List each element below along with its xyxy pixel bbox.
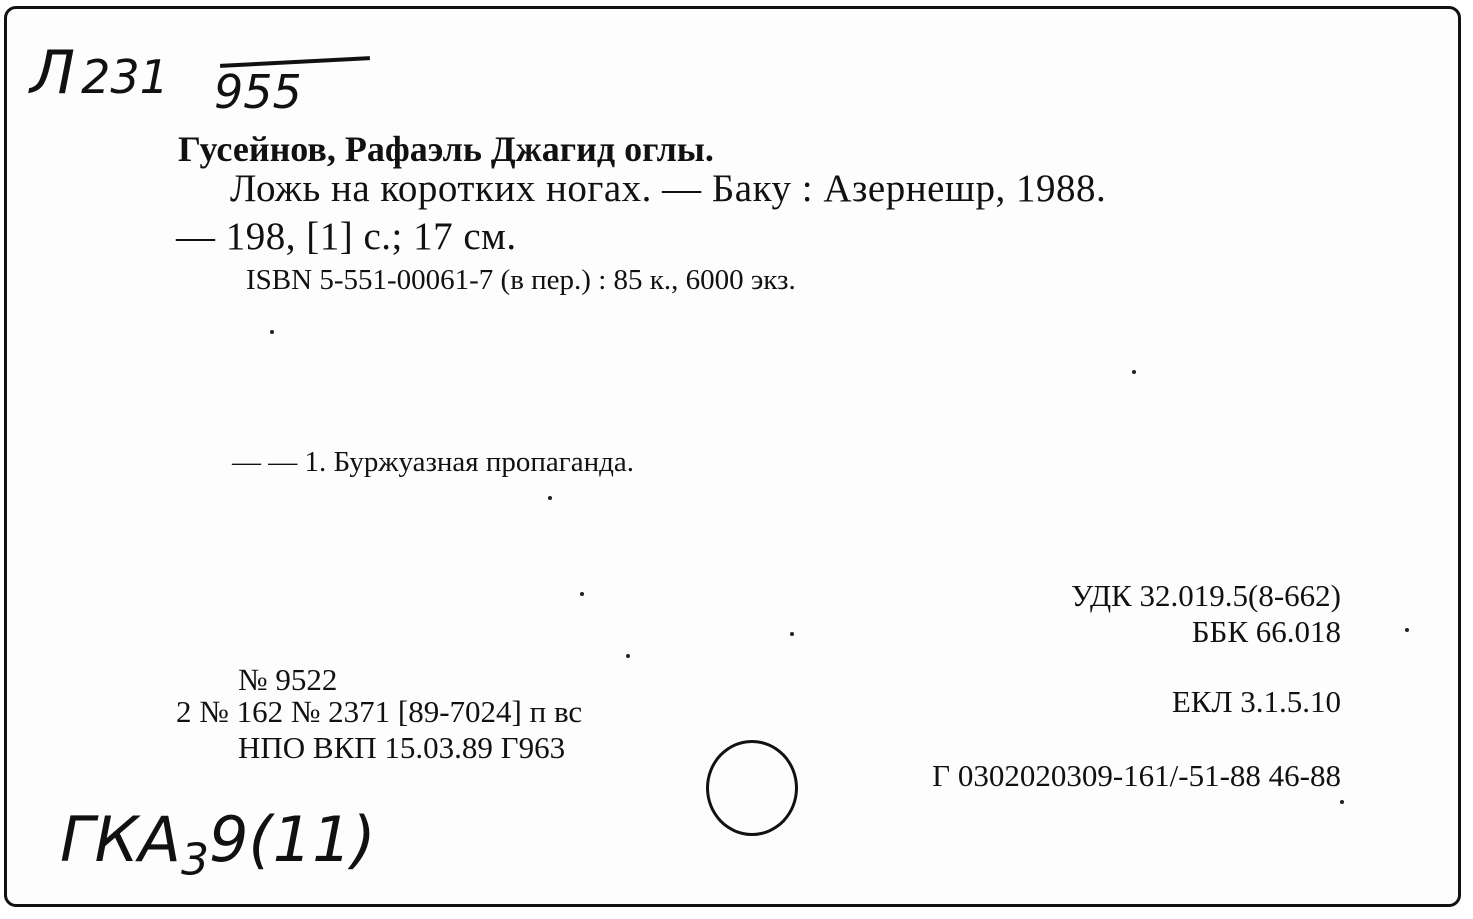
call-number-fraction bbox=[214, 60, 370, 120]
speck bbox=[1132, 370, 1136, 374]
order-line: 2 № 162 № 2371 [89-7024] п вс bbox=[176, 694, 583, 729]
subject-heading: — — 1. Буржуазная пропаганда. bbox=[232, 446, 634, 478]
call-number-code: 231 bbox=[81, 50, 169, 104]
call-number-letter: Л bbox=[30, 38, 76, 108]
speck bbox=[1340, 800, 1344, 804]
call-number-denominator: 955 bbox=[214, 65, 302, 119]
udk-code: УДК 32.019.5(8-662) bbox=[1071, 578, 1341, 613]
title-publication-line: Ложь на коротких ногах. — Баку : Азернешр, 1988. bbox=[230, 167, 1107, 210]
speck bbox=[548, 496, 552, 500]
extent-line: — 198, [1] с.; 17 см. bbox=[176, 215, 517, 258]
speck bbox=[626, 654, 630, 658]
npo-line: НПО ВКП 15.03.89 Г963 bbox=[238, 730, 566, 765]
stamp-subscript: 3 bbox=[180, 834, 209, 886]
stamp-main: ГКА bbox=[60, 803, 181, 876]
speck bbox=[270, 330, 274, 334]
publisher-code: Г 0302020309-161/-51-88 46-88 bbox=[932, 758, 1341, 793]
speck bbox=[790, 632, 794, 636]
stamp-rest: 9(11) bbox=[208, 803, 376, 876]
speck bbox=[580, 592, 584, 596]
card-number: № 9522 bbox=[238, 662, 338, 697]
call-number bbox=[30, 38, 169, 112]
handwritten-stamp bbox=[60, 800, 376, 900]
bbk-code: ББК 66.018 bbox=[1191, 614, 1341, 649]
ekl-code: ЕКЛ 3.1.5.10 bbox=[1171, 684, 1341, 719]
speck bbox=[1405, 628, 1409, 632]
author-heading: Гусейнов, Рафаэль Джагид оглы. bbox=[178, 129, 714, 169]
circle-mark bbox=[706, 740, 798, 836]
isbn-line: ISBN 5-551-00061-7 (в пер.) : 85 к., 6000 экз. bbox=[246, 264, 796, 296]
